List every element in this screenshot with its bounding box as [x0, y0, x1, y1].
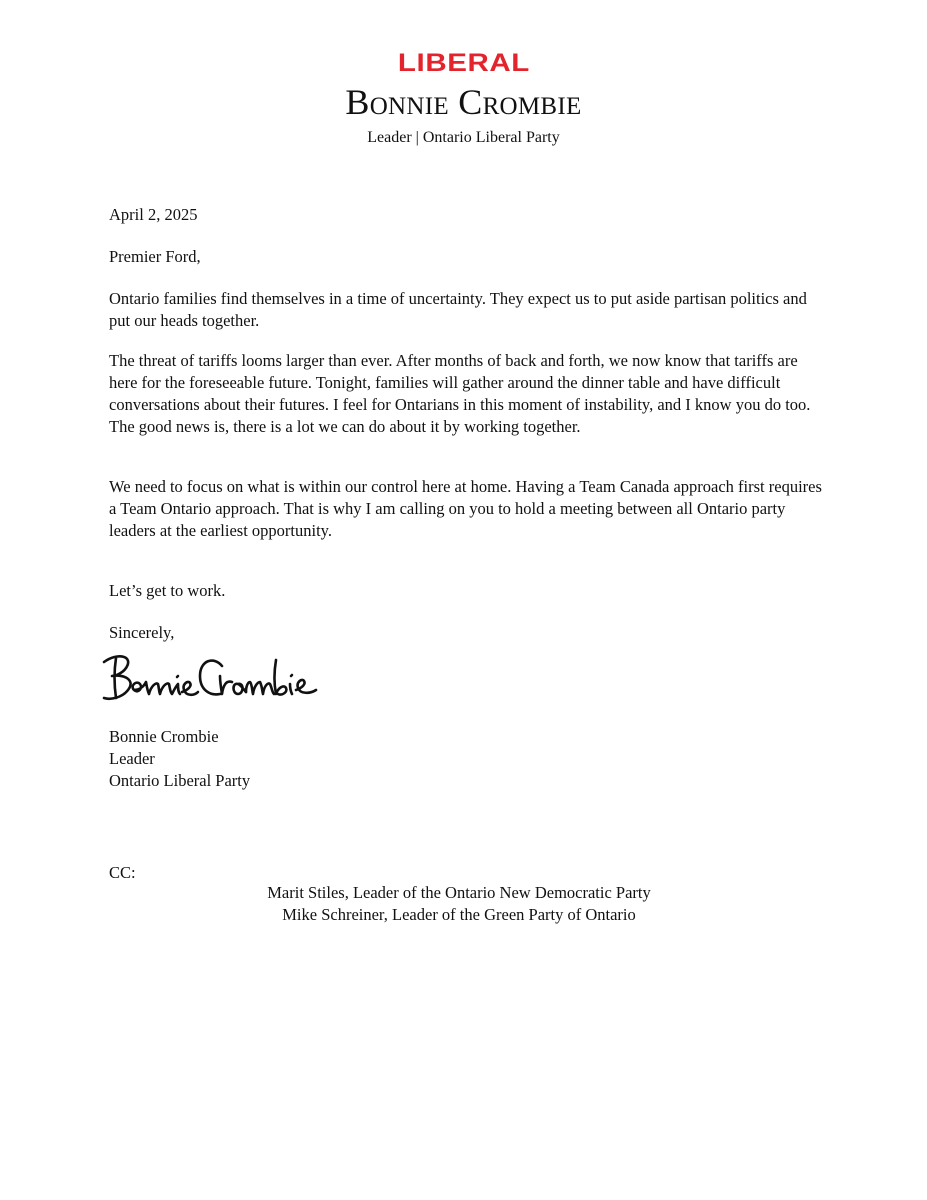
letterhead-name: Bonnie Crombie [345, 82, 582, 122]
closing-line: Let’s get to work. [109, 581, 226, 600]
paragraph-2: The threat of tariffs looms larger than ever. After months of back and forth, we now know that tariffs are here for the foreseeable future. Tonight, families will gather around the dinner table and have difficult conversations about their futures. I feel for Ontarians in this moment of instability, and I know you do too. The good news is, there is a lot we can do about it by working together. [109, 351, 811, 436]
cc-label: CC: [109, 863, 136, 882]
signatory-title: Leader [109, 749, 155, 768]
signatory-organization: Ontario Liberal Party [109, 771, 251, 790]
cc-recipient: Marit Stiles, Leader of the Ontario New Democratic Party [267, 883, 651, 902]
cc-recipients [109, 882, 809, 926]
signatory-name: Bonnie Crombie [109, 727, 219, 746]
paragraph-3: We need to focus on what is within our control here at home. Having a Team Canada approach first requires a Team Ontario approach. That is why I am calling on you to hold a meeting between all Ontario party leaders at the earliest opportunity. [109, 477, 822, 540]
paragraph-1: Ontario families find themselves in a time of uncertainty. They expect us to put aside partisan politics and put our heads together. [109, 289, 807, 330]
sign-off: Sincerely, [109, 623, 175, 642]
letterhead-subtitle: Leader | Ontario Liberal Party [367, 129, 560, 146]
handwritten-signature [96, 646, 336, 710]
signatory-block [109, 726, 829, 792]
salutation: Premier Ford, [109, 247, 201, 266]
letterhead [0, 48, 927, 148]
party-logo: LIBERAL [397, 49, 530, 77]
cc-recipient: Mike Schreiner, Leader of the Green Party of Ontario [282, 905, 636, 924]
letter-date: April 2, 2025 [109, 205, 198, 224]
